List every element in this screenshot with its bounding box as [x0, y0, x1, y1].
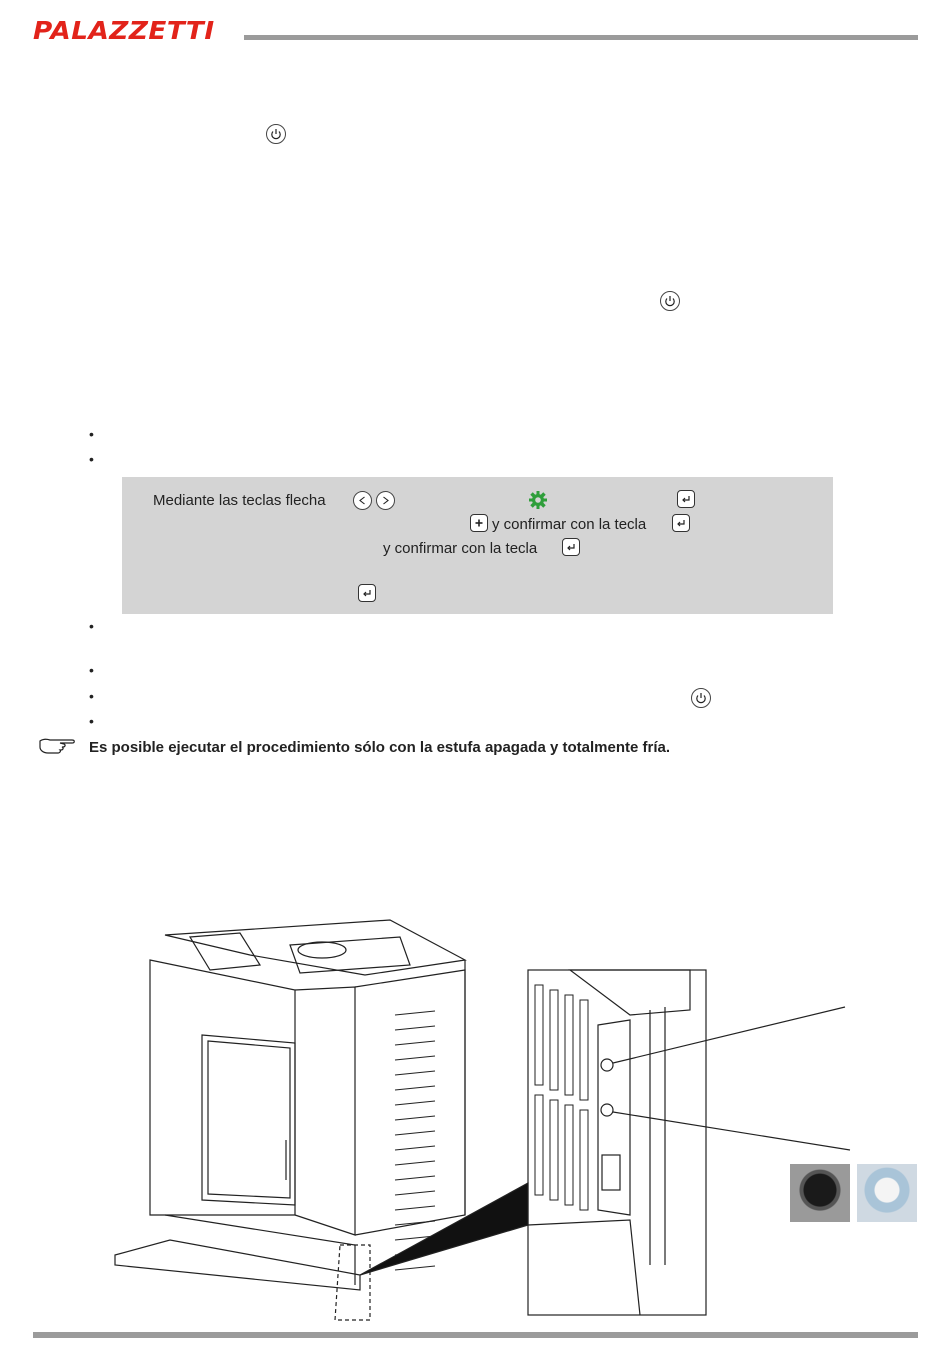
list-bullet: •	[89, 662, 94, 678]
box-line-3: y confirmar con la tecla	[383, 540, 538, 557]
stove-illustration	[110, 915, 910, 1325]
enter-icon	[672, 514, 690, 532]
arrow-left-icon	[353, 491, 372, 510]
warning-note: Es posible ejecutar el procedimiento sólo con la estufa apagada y totalmente fría.	[89, 739, 670, 756]
brand-logo: PALAZZETTI	[33, 16, 215, 45]
list-bullet: •	[89, 713, 94, 729]
list-bullet: •	[89, 688, 94, 704]
white-button-photo	[857, 1164, 917, 1222]
power-icon	[660, 291, 680, 311]
header-rule	[244, 35, 918, 40]
black-button-photo	[790, 1164, 850, 1222]
power-icon	[691, 688, 711, 708]
power-icon	[266, 124, 286, 144]
list-bullet: •	[89, 426, 94, 442]
enter-icon	[562, 538, 580, 556]
enter-icon	[358, 584, 376, 602]
list-bullet: •	[89, 618, 94, 634]
arrow-right-icon	[376, 491, 395, 510]
enter-icon	[677, 490, 695, 508]
gear-icon	[528, 490, 548, 515]
box-line-1: Mediante las teclas flecha	[153, 492, 326, 509]
instruction-box	[122, 477, 833, 614]
box-line-2: y confirmar con la tecla	[492, 516, 647, 533]
pointing-hand-icon	[38, 735, 78, 760]
plus-icon	[470, 514, 488, 532]
list-bullet: •	[89, 451, 94, 467]
footer-rule	[33, 1332, 918, 1338]
